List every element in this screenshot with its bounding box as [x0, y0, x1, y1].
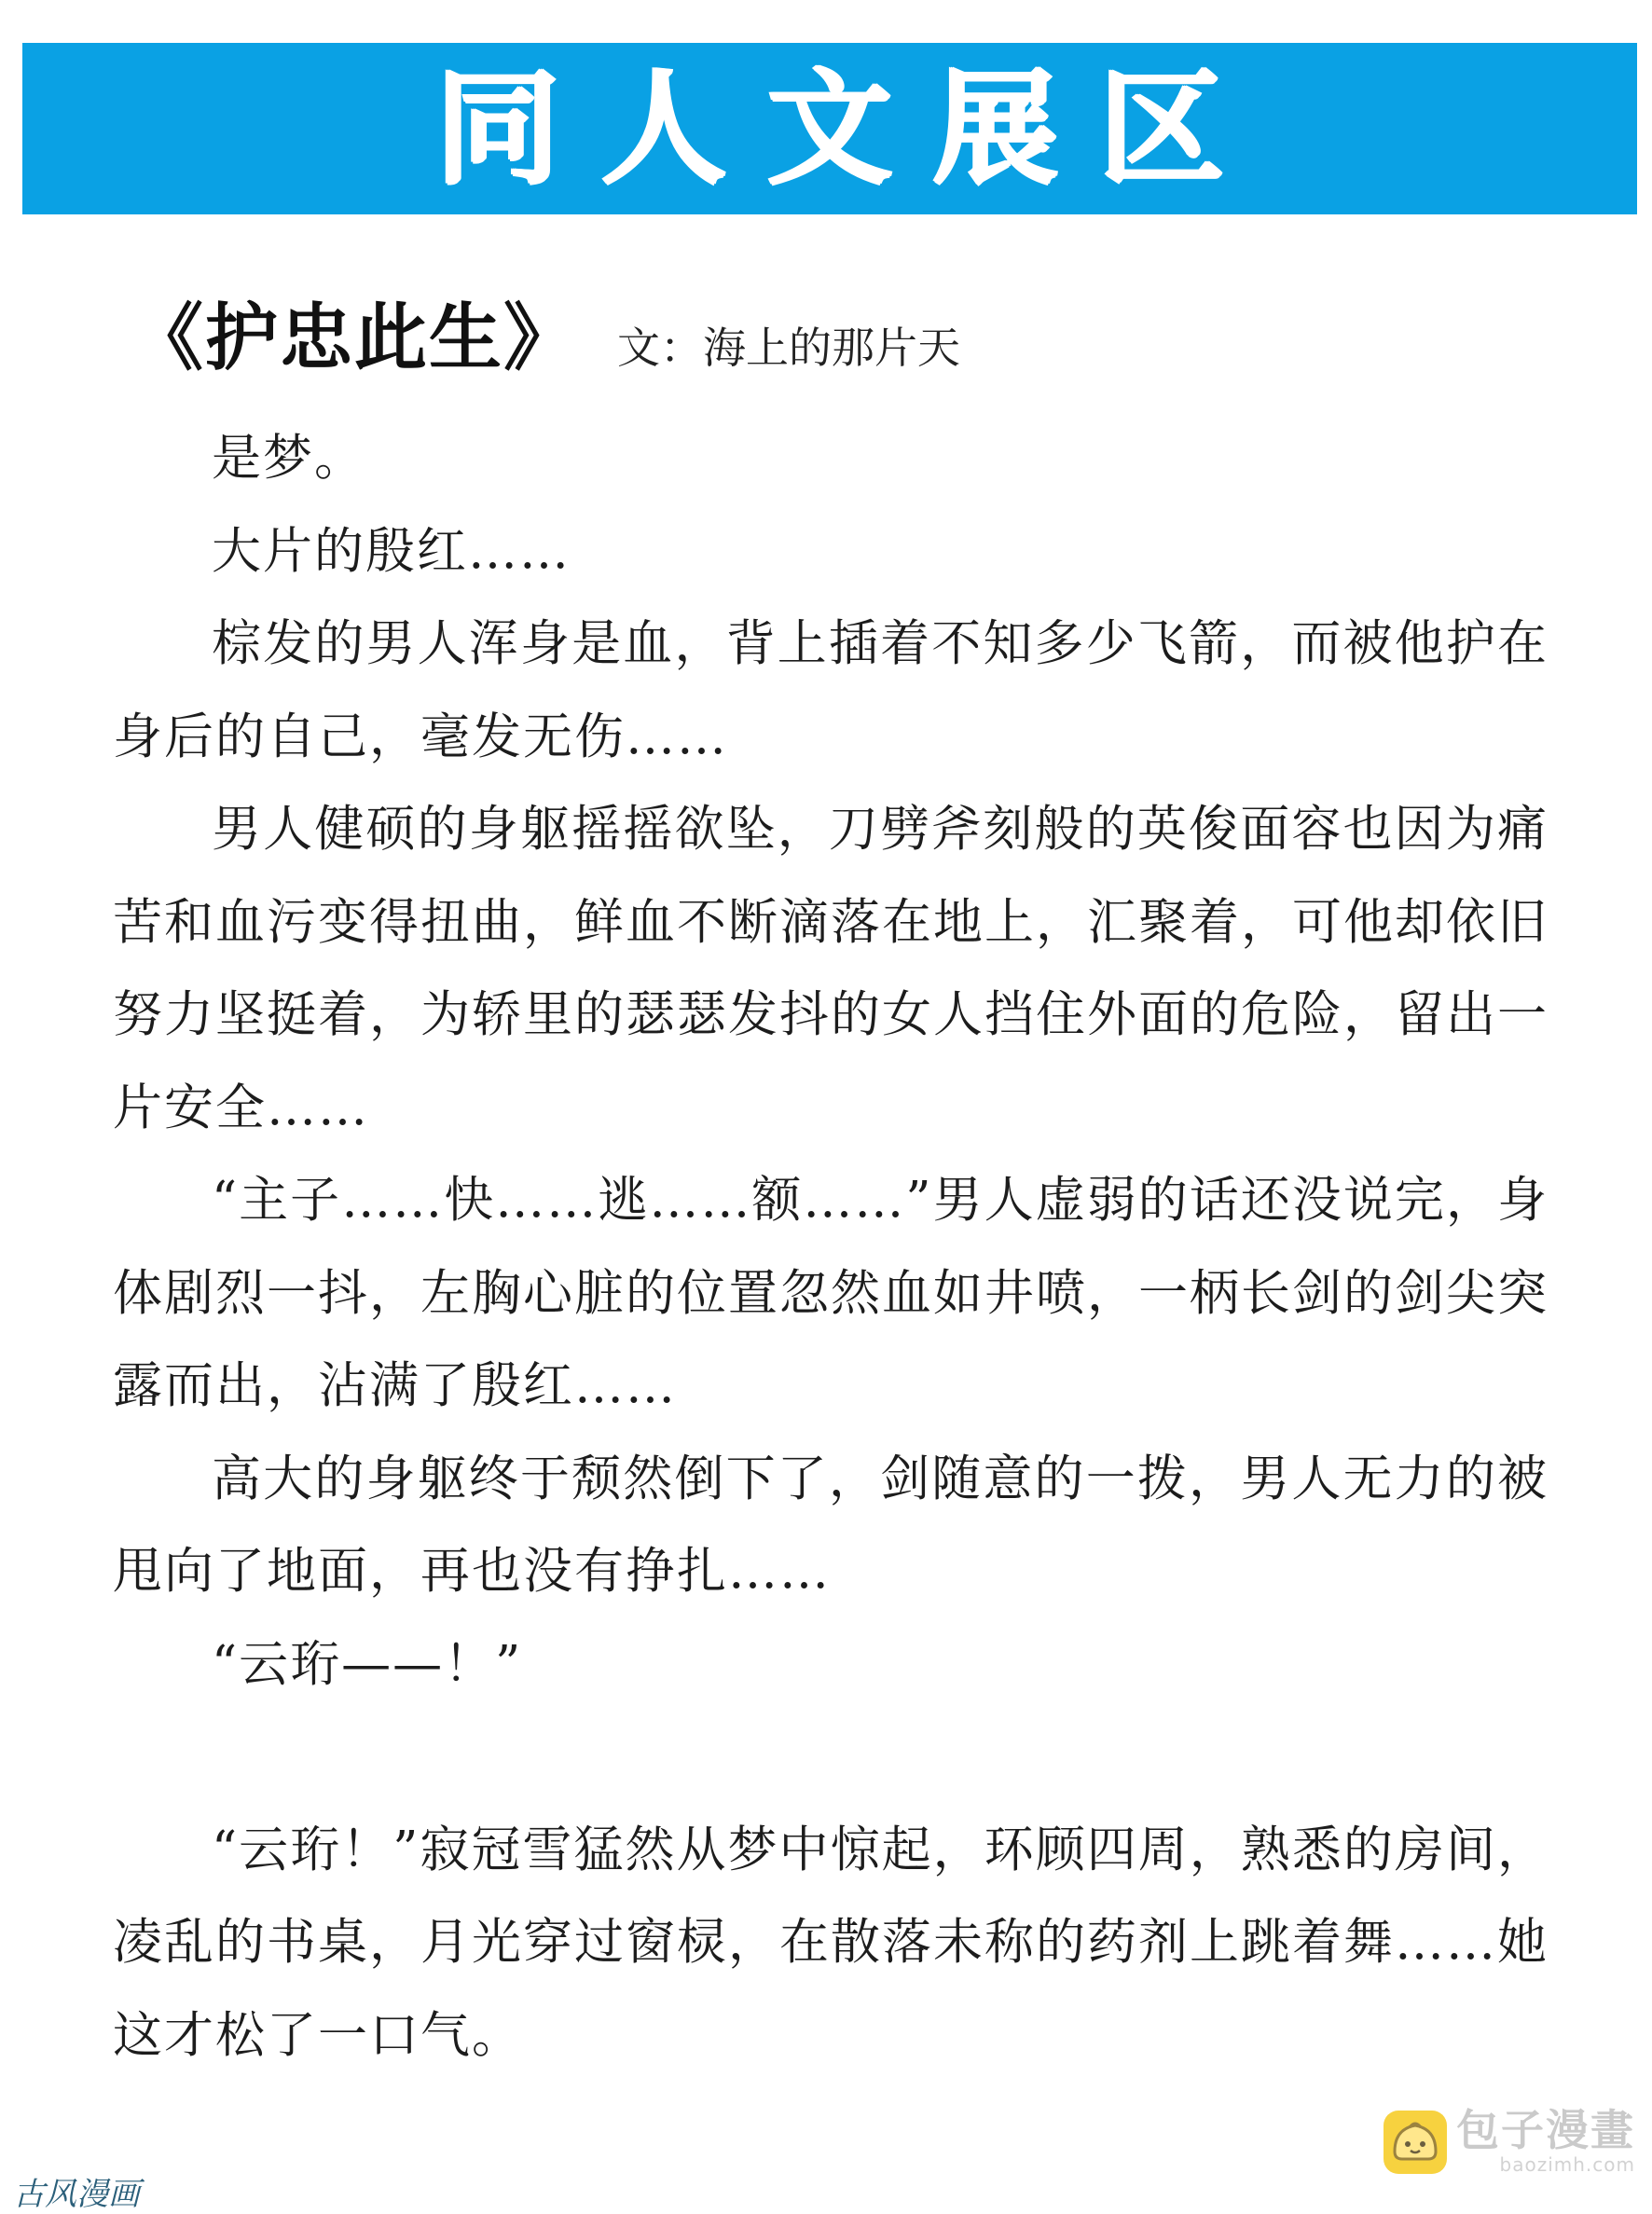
story-byline: 文：海上的那片天: [617, 323, 961, 373]
story-title: 《护忠此生》: [131, 296, 579, 380]
banner-title: 同人文展区: [434, 56, 1265, 201]
paragraph: 棕发的男人浑身是血，背上插着不知多少飞箭，而被他护在身后的自己，毫发无伤……: [113, 615, 1549, 765]
paragraph: 是梦。: [212, 430, 365, 487]
bun-mascot-icon: [1382, 2109, 1449, 2176]
paragraph: 男人健硕的身躯摇摇欲坠，刀劈斧刻般的英俊面容也因为痛苦和血污变得扭曲，鲜血不断滴落在地上，汇聚着，可他却依旧努力坚挺着，为轿里的瑟瑟发抖的女人挡住外面的危险，留出一片安全……: [113, 801, 1549, 1136]
site-watermark-en: baozimh.com: [1499, 2153, 1635, 2176]
paragraph: “主子……快……逃……额……”男人虚弱的话还没说完，身体剧烈一抖，左胸心脏的位置忽然血如井喷，一柄长剑的剑尖突露而出，沾满了殷红……: [113, 1172, 1549, 1414]
story-heading: [131, 280, 960, 382]
site-watermark-text: [1456, 2105, 1635, 2176]
paragraph: 高大的身躯终于颓然倒下了，剑随意的一拨，男人无力的被甩向了地面，再也没有挣扎……: [113, 1450, 1549, 1600]
story-body: [113, 412, 1549, 2082]
paragraph: 大片的殷红……: [212, 522, 571, 580]
header-banner: [22, 43, 1637, 214]
site-watermark-cn: 包子漫畫: [1456, 2105, 1635, 2155]
paragraph: “云珩！”寂冠雪猛然从梦中惊起，环顾四周，熟悉的房间，凌乱的书桌，月光穿过窗棂，在散落未称的药剂上跳着舞……她这才松了一口气。: [113, 1821, 1549, 2064]
paragraph: “云珩——！”: [212, 1635, 523, 1693]
source-watermark: 古风漫画: [13, 2176, 140, 2213]
site-watermark: [1382, 2105, 1635, 2176]
